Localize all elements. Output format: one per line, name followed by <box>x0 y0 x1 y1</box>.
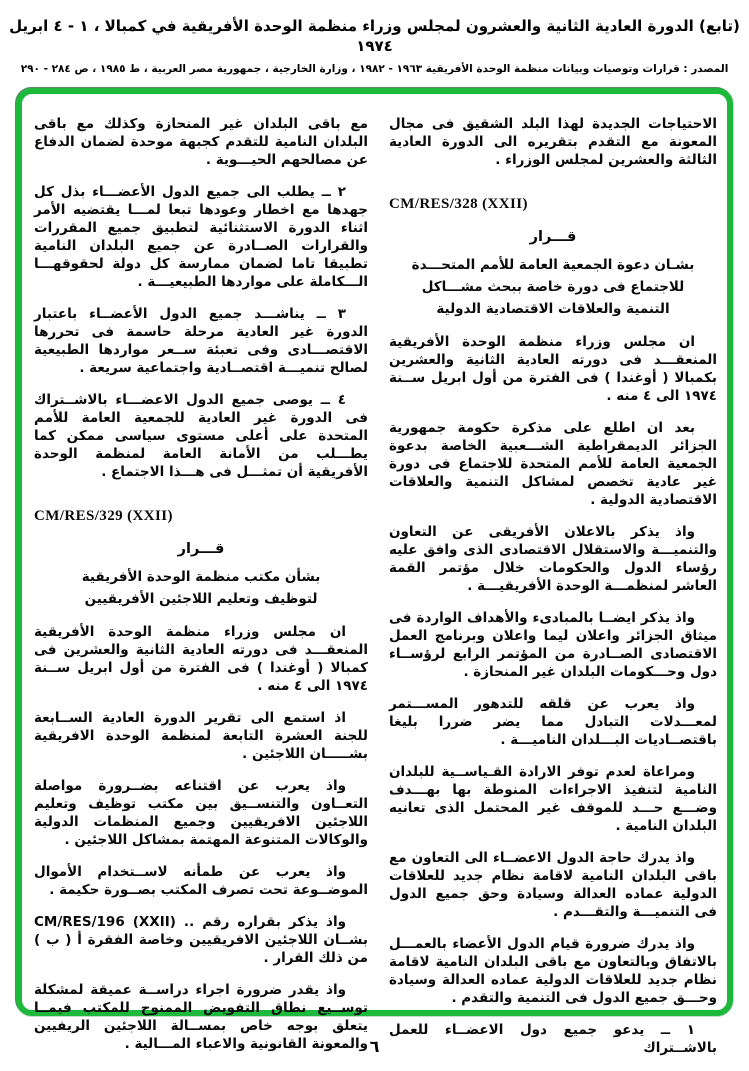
resolution-label-328: CM/RES/328 (XXII) <box>389 196 528 212</box>
resolution-title-line: لتوظيف وتعليم اللاجئين الأفريقيين <box>84 591 318 607</box>
decision-heading: قـــرار <box>529 229 577 245</box>
body-paragraph: واذ يعرب عن طمأنه لاســتخدام الأموال الموضــوعة تحت تصرف المكتب بصــورة حكيمة . <box>34 864 368 898</box>
resolution-title-line: بشـان دعوة الجمعية العامة للأمم المتحـــدة <box>411 257 695 273</box>
body-paragraph: واذ يذكر بالاعلان الأفريقى عن التعاون والتنميـــة والاستقلال الاقتصادى الذى وافق عليه رؤساء الدول والحكومات خلال مؤتمر القمة العاشر لمنظمـــة الوحدة الأفريقيـــة . <box>389 524 717 594</box>
decision-heading: قـــرار <box>177 541 225 557</box>
body-paragraph: واذ يدرك ضرورة قيام الدول الأعضاء بالعمـــل بالاتفاق وبالتعاون مع باقى البلدان النامية لاقامة نظام جديد للعلاقات الدولية عماده العدالة وسيادة وحـــق جميع الدول فى التنمية والتقدم . <box>389 936 717 1006</box>
document-frame <box>16 88 733 1056</box>
resolution-title-line: للاجتماع فى دورة خاصة ببحث مشـــاكل <box>421 279 685 295</box>
body-paragraph: اذ استمع الى تقرير الدورة العادية الســابعة للجنة العشرة التابعة لمنظمة الوحدة الافريقية بشـــــان اللاجئين . <box>34 710 368 762</box>
resolution-title-line: بشأن مكتب منظمة الوحدة الأفريقية <box>81 569 321 585</box>
resolution-title-line: التنمية والعلاقات الاقتصادية الدولية <box>436 301 670 317</box>
source-line: المصدر : قرارات وتوصيات وبيانات منظمة الوحدة الأفريقية ١٩٦٣ - ١٩٨٢ ، وزارة الخارجية ، جمهورية مصر العربية ، ط ١٩٨٥ ، ص ٢٨٤ - ٢٩٠ <box>20 63 729 75</box>
body-paragraph: ومراعاة لعدم توفر الارادة القـياســية للبلدان النامية لتنفيذ الاجراءات المنوطة بها بهـــدف وضـــع حـــد للموقف غير المحتمل الذى تعانيه البلدان النامية . <box>389 764 717 834</box>
numbered-clause-3: ٣ ــ يناشـــد جميع الدول الأعضــاء باعتبار الدورة غير العادية مرحلة حاسمة فى تحررها الاقتصـــادى وفى تعبئة ســعر مواردها الطبيعية لصالح تنميـــة اقتصــادية واجتماعية سريعة . <box>34 306 368 376</box>
resolution-label-329: CM/RES/329 (XXII) <box>34 508 173 524</box>
body-paragraph: واذ يذكر ايضــا بالمبادىء والأهداف الواردة فى ميثاق الجزائر واعلان ليما واعلان وبرنامج العمل الاقتصادى الصــادرة من المؤتمر الرابع لرؤســاء دول وحـــكومات البلدان غير المنحازة . <box>389 610 717 680</box>
body-paragraph: مع باقى البلدان غير المنحازة وكذلك مع باقى البلدان النامية للتقدم كجبهة موحدة لضمان الدفاع عن مصالحهم الحيـــوية . <box>34 116 368 168</box>
numbered-clause-2: ٢ ــ يطلب الى جميع الدول الأعضـــاء بذل كل جهدها مع اخطار وعودها تبعا لمـــا يقتضيه الأمر اثناء الدورة الاستثنائية لتطبيق جميع المقررات والقرارات الصــادرة عن جميع البلدان النامية تطبيقا تاما لضمان ممارسة كل دولة لحقوقهـــا الـــكاملة على مواردها الطبيعيـــة . <box>34 184 368 290</box>
body-paragraph: واذ يعرب عن قلقه للتدهور المســـتمر لمعـــدلات التبادل مما يضر ضررا بليغا باقتصــاديات البـــلدان الناميـــة . <box>389 696 717 748</box>
column-left <box>34 94 368 1067</box>
body-paragraph: واذ يقدر ضرورة اجراء دراســة عميقة لمشكلة توســيع نطاق التفويض الممنوح للمكتب فيمــا يتعلق بوجه خاص بمســالة اللاجئين الريفيين والمعونة القانونية والاعباء المـــالية . <box>34 982 368 1052</box>
page-number: ٦ <box>369 1037 380 1056</box>
numbered-clause-1: ١ ــ يدعو جميع دول الاعضــاء للعمل بالاشــتراك <box>389 1022 717 1056</box>
body-paragraph: ان مجلس وزراء منظمة الوحدة الأفريقية المنعقـــد فى دورته العادية الثانية والعشرين فى كمبالا ( أوغندا ) فى الفترة من أول ابريل ســنة ١٩٧٤ الى ٤ منه . <box>34 624 368 694</box>
resolution-title <box>34 566 368 610</box>
page-title: (تابع) الدورة العادية الثانية والعشرون لمجلس وزراء منظمة الوحدة الأفريقية في كمبالا ، ١ - ٤ ابريل ١٩٧٤ <box>9 17 740 55</box>
body-paragraph: ان مجلس وزراء منظمة الوحدة الأفريقية المنعقـــد فى دورته العادية الثانية والعشرين بكمبالا ( أوغندا ) فى الفترة من أول ابريل ســنة ١٩٧٤ الى ٤ منه . <box>389 334 717 404</box>
body-paragraph: واذ يدرك حاجة الدول الاعضــاء الى التعاون مع باقى البلدان النامية لاقامة نظام جديد للعلاقات الدولية عماده العدالة وسيادة وحق جميع الدول فى التنميـــة والتقـــدم . <box>389 850 717 920</box>
body-paragraph: واذ يعرب عن اقتناعه بضــرورة مواصلة التعــاون والتنســيق بين مكتب توظيف وتعليم اللاجئين الافريقيين وجميع المنظمات الدولية والوكالات المتنوعة المهتمة بمشاكل اللاجئين . <box>34 778 368 848</box>
column-right <box>389 94 717 1071</box>
body-paragraph: الاحتياجات الجديدة لهذا البلد الشقيق فى مجال المعونة مع التقدم بتقريره الى الدورة العادية الثالثة والعشرين لمجلس الوزراء . <box>389 116 717 168</box>
resolution-title <box>389 254 717 320</box>
numbered-clause-4: ٤ ــ يوصى جميع الدول الاعضـــاء بالاشــتراك فى الدورة غير العادية للجمعية العامة للأمم المتحدة على أعلى مستوى سياسى ممكن كما يطـــلب من الأمانة العامة لمنظمة الوحدة الأفريقية أن تمثـــل فى هـــذا الاجتماع . <box>34 392 368 480</box>
body-paragraph: واذ يذكر بقراره رقم .. CM/RES/196 (XXII) بشــان اللاجئين الافريقيين وخاصة الفقرة أ ( ب ) من ذلك القرار . <box>34 914 368 966</box>
body-paragraph: بعد ان اطلع على مذكرة حكومة جمهورية الجزائر الديمقراطية الشـــعبية الخاصة بدعوة الجمعية العامة للأمم المتحدة للاجتماع فى دورة غير عادية تخصص لمشاكل التنمية والعلاقات الاقتصادية الدولية . <box>389 420 717 508</box>
page-header <box>0 16 749 76</box>
